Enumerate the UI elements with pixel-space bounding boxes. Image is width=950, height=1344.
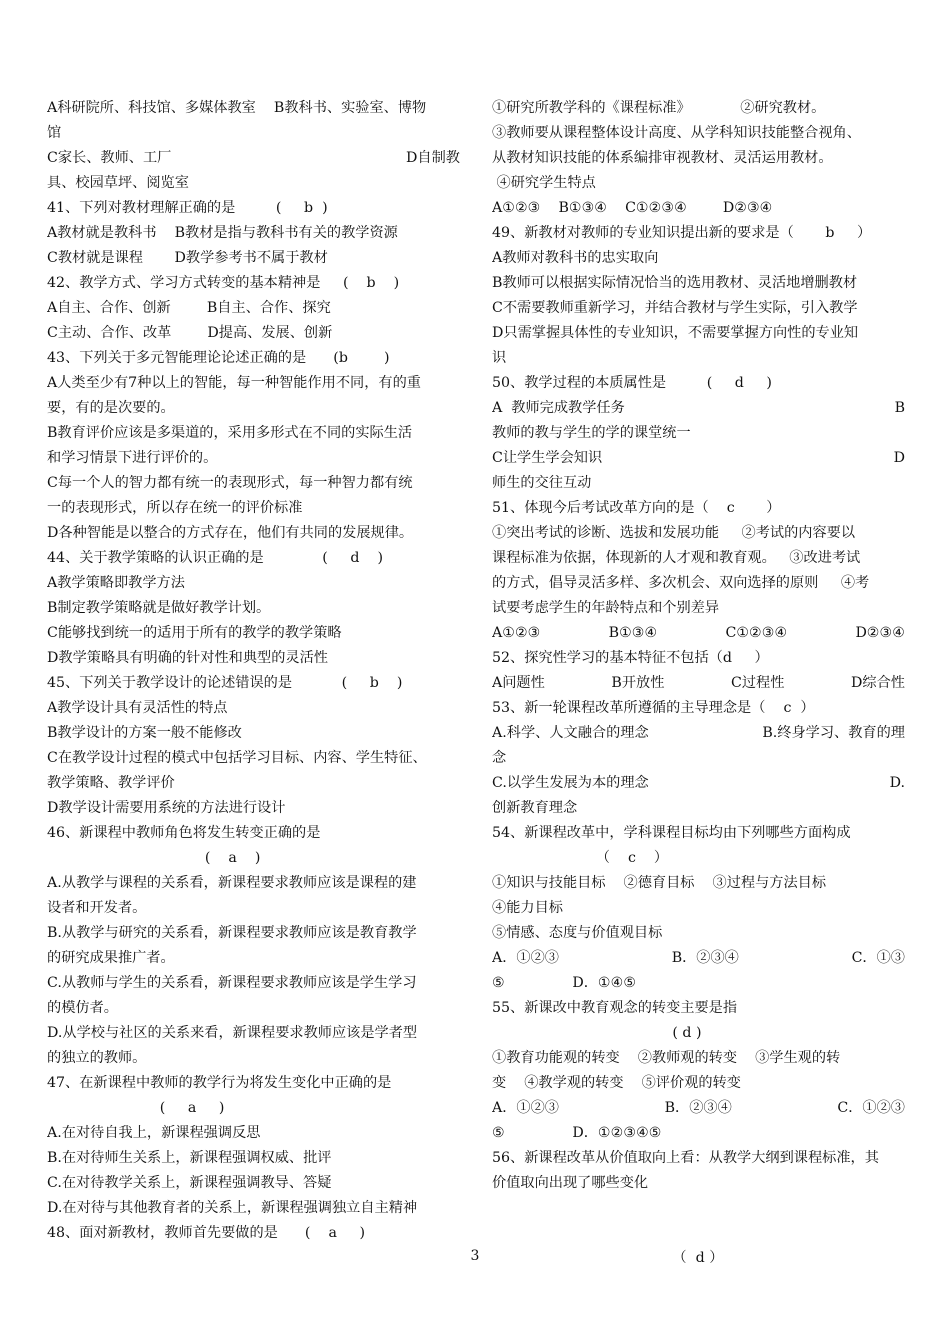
text-line: 变 ④教学观的转变 ⑤评价观的转变 [492,1075,741,1091]
text-line: D只需掌握具体性的专业知识，不需要掌握方向性的专业知 [492,325,859,341]
text-segment: B开放性 [611,675,665,691]
text-line [47,146,460,171]
text-line: A教学设计具有灵活性的特点 [47,700,228,716]
text-line: B制定教学策略就是做好教学计划。 [47,600,271,616]
text-line: ④研究学生特点 [492,175,596,191]
text-line: 创新教育理念 [492,800,578,816]
text-segment: C过程性 [731,675,785,691]
text-line [492,446,905,471]
text-line: 教学策略、教学评价 [47,775,175,791]
text-line: C.在对待教学关系上，新课程强调教导、答疑 [47,1175,332,1191]
text-line: （ c ） [492,850,669,866]
text-line: 51、体现今后考试改革方向的是（ c ） [492,500,781,516]
text-line: B教师可以根据实际情况恰当的选用教材、灵活地增删教材 [492,275,858,291]
text-segment: D②③④ [855,625,905,641]
text-line: 43、下列关于多元智能理论论述正确的是 (b ) [47,350,390,366]
text-line: C不需要教师重新学习，并结合教材与学生实际，引入教学 [492,300,858,316]
text-segment: D综合性 [851,675,905,691]
text-line: 42、教学方式、学习方式转变的基本精神是 ( b ) [47,275,400,291]
text-line: 设者和开发者。 [47,900,147,916]
text-segment: A．①②③ [492,950,559,966]
text-line [492,1096,905,1121]
text-line: ⑤ D．①②③④⑤ [492,1125,662,1141]
text-line: A科研院所、科技馆、多媒体教室 B教科书、实验室、博物 [47,100,427,116]
text-line: ①教育功能观的转变 ②教师观的转变 ③学生观的转 [492,1050,841,1066]
left-column [47,96,460,1246]
text-segment: A问题性 [492,675,545,691]
text-line [492,1221,905,1246]
text-segment: A 教师完成教学任务 [492,400,625,416]
text-segment: C．①②③ [837,1100,905,1116]
text-segment: D. [889,775,905,791]
text-line: 41、下列对教材理解正确的是 ( b ) [47,200,328,216]
text-line: C能够找到统一的适用于所有的教学的教学策略 [47,625,342,641]
text-line: 54、新课程改革中，学科课程目标均由下列哪些方面构成 [492,825,851,841]
text-line: B教学设计的方案一般不能修改 [47,725,242,741]
text-line: 一的表现形式，所以存在统一的评价标准 [47,500,303,516]
text-line: 的方式，倡导灵活多样、多次机会、双向选择的原则 ④考 [492,575,870,591]
text-line [492,946,905,971]
text-line: 和学习情景下进行评价的。 [47,450,218,466]
text-segment: A①②③ [492,625,541,641]
text-line: 47、在新课程中教师的教学行为将发生变化中正确的是 [47,1075,392,1091]
text-line [492,621,905,646]
text-line: 49、新教材对教师的专业知识提出新的要求是（ b ） [492,225,872,241]
text-line: D各种智能是以整合的方式存在，他们有共同的发展规律。 [47,525,414,541]
text-line: 的模仿者。 [47,1000,118,1016]
text-line: C在教学设计过程的模式中包括学习目标、内容、学生特征、 [47,750,427,766]
text-line: ④能力目标 [492,900,563,916]
text-line: 识 [492,350,507,366]
text-segment: D [893,450,905,466]
text-segment: B [894,400,905,416]
text-line: A教师对教科书的忠实取向 [492,250,659,266]
text-line: 55、新课改中教育观念的转变主要是指 [492,1000,738,1016]
text-line [492,671,905,696]
text-line: 馆 [47,125,62,141]
text-line [492,1196,905,1221]
text-line: A人类至少有7种以上的智能，每一种智能作用不同，有的重 [47,375,421,391]
text-line: B教育评价应该是多渠道的，采用多形式在不同的实际生活 [47,425,413,441]
text-segment: C.以学生发展为本的理念 [492,775,649,791]
text-line: 52、探究性学习的基本特征不包括（d ） [492,650,769,666]
text-line: D.从学校与社区的关系来看，新课程要求教师应该是学者型 [47,1025,418,1041]
text-line: 从教材知识技能的体系编排审视教材、灵活运用教材。 [492,150,833,166]
text-segment: B.终身学习、教育的理 [762,725,905,741]
text-segment: A．①②③ [492,1100,559,1116]
text-segment: B．②③④ [664,1100,732,1116]
text-line: C.从教师与学生的关系看，新课程要求教师应该是学生学习 [47,975,417,991]
text-segment: C让学生学会知识 [492,450,603,466]
text-line: C每一个人的智力都有统一的表现形式，每一种智力都有统 [47,475,413,491]
text-line: 44、关于教学策略的认识正确的是 ( d ) [47,550,384,566]
text-line: 要，有的是次要的。 [47,400,175,416]
text-line: 53、新一轮课程改革所遵循的主导理念是（ c ） [492,700,815,716]
right-column [492,96,905,1271]
text-line: 价值取向出现了哪些变化 [492,1175,649,1191]
text-line: （ d ） [492,1250,724,1266]
text-line: 教师的教与学生的学的课堂统一 [492,425,691,441]
text-segment: C①②③④ [725,625,788,641]
text-line: 50、教学过程的本质属性是 ( d ) [492,375,772,391]
text-line: 的独立的教师。 [47,1050,147,1066]
text-line: ( a ) [47,850,261,866]
text-line: 45、下列关于教学设计的论述错误的是 ( b ) [47,675,403,691]
text-line: A.在对待自我上，新课程强调反思 [47,1125,261,1141]
text-line: ( d ) [492,1025,702,1041]
text-line: 56、新课程改革从价值取向上看：从教学大纲到课程标准，其 [492,1150,879,1166]
text-line: ①研究所教学科的《课程标准》 ②研究教材。 [492,100,826,116]
text-line: 48、面对新教材，教师首先要做的是 ( a ) [47,1225,366,1241]
text-line: 念 [492,750,507,766]
text-segment: B①③④ [608,625,658,641]
text-segment: C．①③ [851,950,905,966]
text-line [492,771,905,796]
text-line: 试要考虑学生的年龄特点和个别差异 [492,600,720,616]
text-line: A教学策略即教学方法 [47,575,185,591]
text-line: ⑤情感、态度与价值观目标 [492,925,663,941]
text-line: 具、校园草坪、阅览室 [47,175,189,191]
text-line: B.从教学与研究的关系看，新课程要求教师应该是教育教学 [47,925,417,941]
text-line: ( a ) [47,1100,225,1116]
text-line: 46、新课程中教师角色将发生转变正确的是 [47,825,321,841]
text-line: 师生的交往互动 [492,475,592,491]
text-segment: B．②③④ [671,950,739,966]
text-line: ⑤ D．①④⑤ [492,975,637,991]
text-line: 的研究成果推广者。 [47,950,175,966]
text-line: ①突出考试的诊断、选拔和发展功能 ②考试的内容要以 [492,525,856,541]
text-segment: D自制教 [406,150,460,166]
text-line: ①知识与技能目标 ②德育目标 ③过程与方法目标 [492,875,827,891]
text-line: A自主、合作、创新 B自主、合作、探究 [47,300,331,316]
text-segment: C家长、教师、工厂 [47,150,172,166]
text-line: A①②③ B①③④ C①②③④ D②③④ [492,200,773,216]
page-number: 3 [470,1248,480,1264]
text-line: D教学设计需要用系统的方法进行设计 [47,800,286,816]
text-line: ③教师要从课程整体设计高度、从学科知识技能整合视角、 [492,125,861,141]
text-line: D.在对待与其他教育者的关系上，新课程强调独立自主精神 [47,1200,418,1216]
text-line: C教材就是课程 D教学参考书不属于教材 [47,250,328,266]
text-line: A.从教学与课程的关系看，新课程要求教师应该是课程的建 [47,875,417,891]
text-line: 课程标准为依据，体现新的人才观和教育观。 ③改进考试 [492,550,861,566]
text-line: C主动、合作、改革 D提高、发展、创新 [47,325,333,341]
text-line [492,396,905,421]
text-line [492,721,905,746]
text-line: B.在对待师生关系上，新课程强调权威、批评 [47,1150,332,1166]
text-line: A教材就是教科书 B教材是指与教科书有关的教学资源 [47,225,398,241]
text-segment: A.科学、人文融合的理念 [492,725,649,741]
text-line: D教学策略具有明确的针对性和典型的灵活性 [47,650,328,666]
